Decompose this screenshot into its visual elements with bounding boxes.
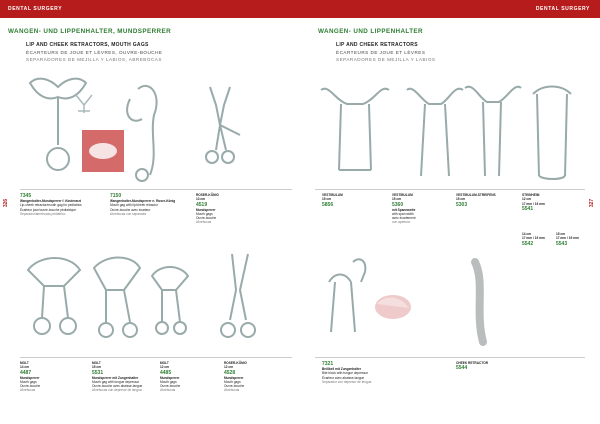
right-product-5856: VESTIBULUM 15 cm 5856: [322, 193, 343, 208]
left-divider-1: [20, 189, 292, 190]
left-title-en: LIP AND CHEEK RETRACTORS, MOUTH GAGS: [26, 42, 149, 48]
right-product-5303: VESTIBULUM-STREIFENS 15 cm 5303: [456, 193, 496, 208]
right-page-number: 327: [589, 198, 596, 208]
left-running-head-bar: [0, 0, 300, 18]
left-product-7150: 7150 Wangenhalter-Mundsperrer n. Roser-König Mouth gag with lip/cheek retractor Ouvre-bouche avec écarteur Abrebocas con separador: [110, 193, 176, 216]
left-product-4519: ROSER-KÖNIG 13 cm 4519 Mundsperrer Mouth gags Ouvre-bouche Abrebocas: [196, 193, 219, 225]
left-title-fr: ÉCARTEURS DE JOUE ET LÈVRES, OUVRE-BOUCHE: [26, 50, 163, 55]
right-product-5360: VESTIBULUM 15 cm 5360 mit Spannweite with span width avec écartement con apertura: [392, 193, 416, 225]
right-product-5543: 15 cm 17 mm / 19 mm 5543: [556, 232, 579, 247]
right-title-fr: ÉCARTEURS DE JOUE ET LÈVRES: [336, 50, 426, 55]
right-bottom-retractors-illustration: [315, 252, 585, 352]
left-title-es: SEPARADORES DE MEJILLA Y LABIOS, ABREBOCAS: [26, 57, 162, 62]
left-product-7345: 7345 Wangenhalter-Mundsperrer f. Kinderarzt Lip-cheek retractor/mouth gag for pediatrics Écarteur joue/ouvre-bouche pédiatrique Separador/abrebocas pediátrico: [20, 193, 82, 216]
right-page: [300, 0, 600, 424]
left-product-4485: MOLT 12 cm 4485 Mundsperrer Mouth gags Ouvre-bouche Abrebocas: [160, 361, 181, 393]
left-page-number: 326: [3, 198, 10, 208]
left-heading: [8, 28, 171, 62]
right-title-de: WANGEN- UND LIPPENHALTER: [318, 28, 423, 35]
right-product-5541: STEINHEIM 12 cm 17 mm / 19 mm 5541: [522, 193, 545, 212]
right-divider-2: [315, 357, 585, 358]
left-bottom-instruments-illustration: [20, 250, 300, 350]
left-product-4487: MOLT 14 cm 4487 Mundsperrer Mouth gags Ouvre-bouche Abrebocas: [20, 361, 41, 393]
right-running-head: DENTAL SURGERY: [535, 6, 590, 12]
right-running-head-bar: [300, 0, 600, 18]
right-product-5544: CHEEK RETRACTOR 5544: [456, 361, 488, 372]
left-title-de: WANGEN- UND LIPPENHALTER, MUNDSPERRER: [8, 28, 172, 35]
left-product-5531: MOLT 15 cm 5531 Mundsperrer mit Zungenhalter Mouth gag with tongue depressor Ouvre-bouche avec abaisse-langue Abrebocas con depresor de lengua: [92, 361, 143, 393]
left-divider-2: [20, 357, 292, 358]
right-product-5542: 14 cm 17 mm / 19 mm 5542: [522, 232, 545, 247]
right-product-7321: 7321 Beißkeil mit Zungenhalter Bite block with tongue depressor Écarteur avec abaisse-langue Separador con depresor de lengua: [322, 361, 372, 384]
right-title-en: LIP AND CHEEK RETRACTORS: [336, 42, 418, 48]
right-title-es: SEPARADORES DE MEJILLA Y LABIOS: [336, 57, 436, 62]
right-top-retractors-illustration: [315, 80, 585, 185]
right-heading: [318, 28, 436, 62]
left-top-instruments-illustration: [20, 75, 300, 185]
right-divider-1: [315, 189, 585, 190]
left-running-head: DENTAL SURGERY: [8, 6, 63, 12]
left-product-4528: ROSER-KÖNIG 12 cm 4528 Mundsperrer Mouth gags Ouvre-bouche Abrebocas: [224, 361, 247, 393]
